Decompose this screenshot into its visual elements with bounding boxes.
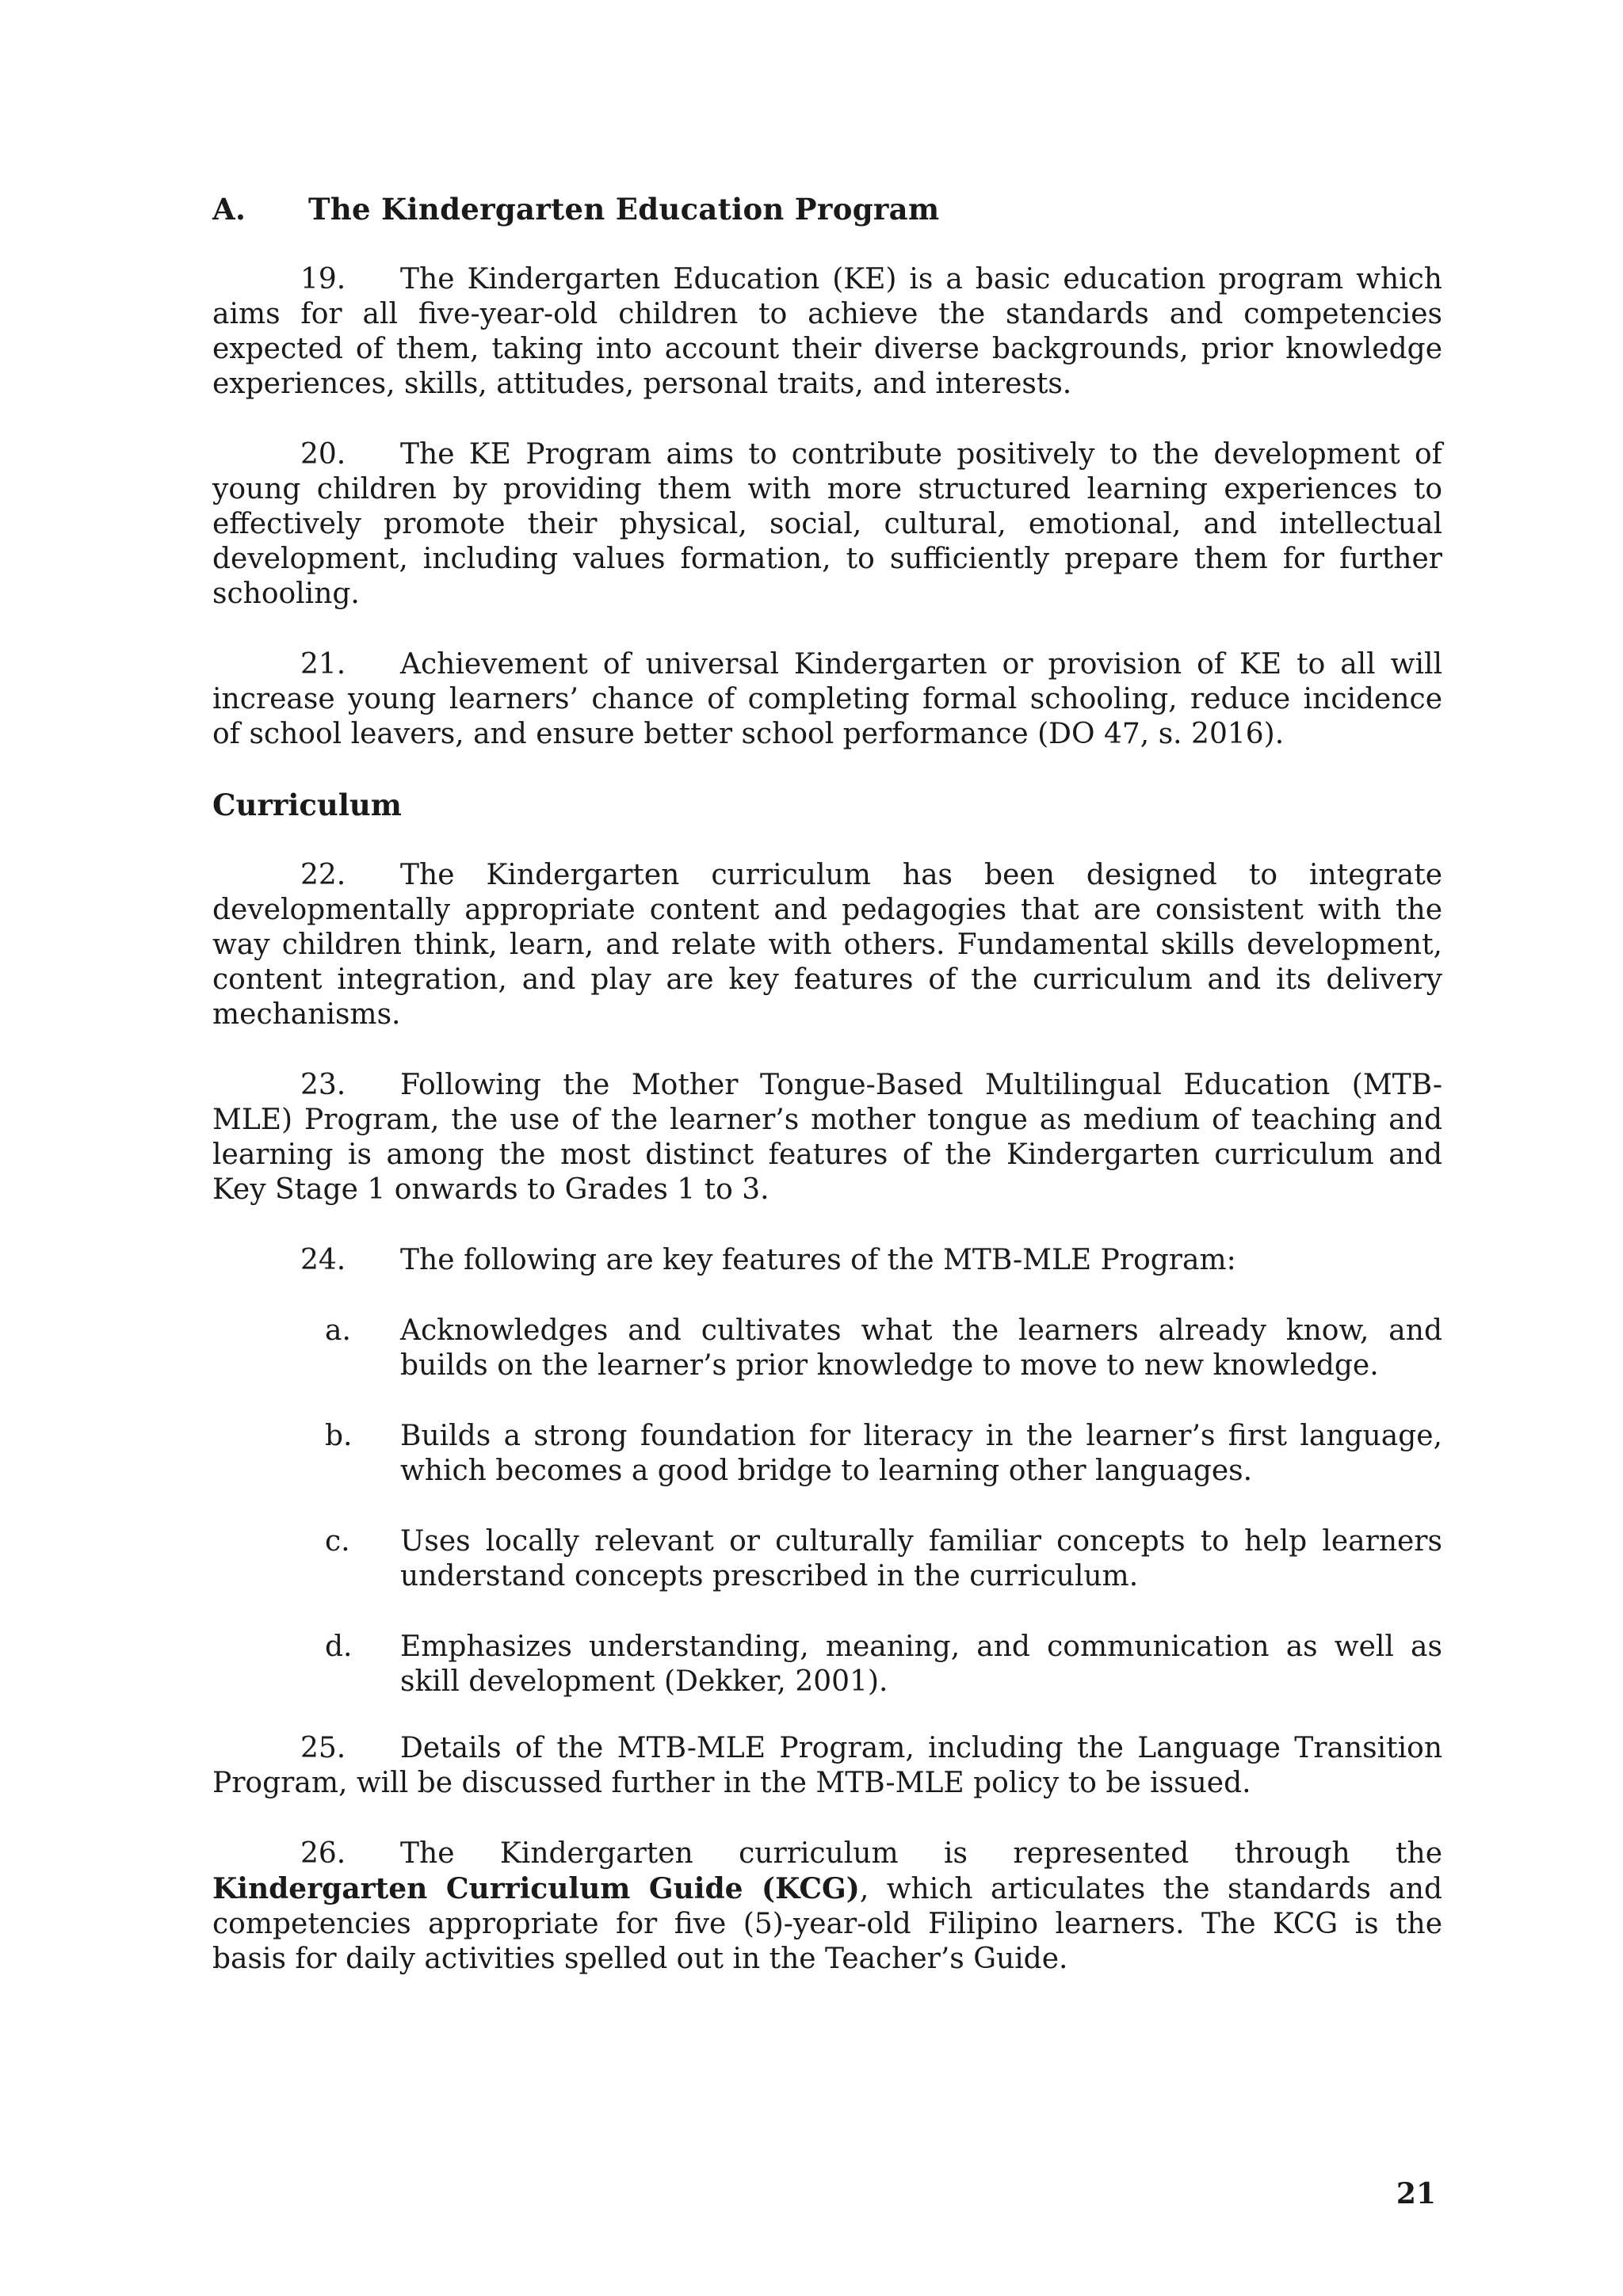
list-marker: d.	[325, 1630, 353, 1663]
paragraph-number: 23.	[300, 1069, 346, 1101]
paragraph-20	[212, 437, 1442, 612]
paragraph-21	[212, 647, 1442, 752]
paragraph-number: 22.	[300, 859, 346, 891]
paragraph-25	[212, 1731, 1442, 1801]
paragraph-23	[212, 1068, 1442, 1207]
paragraph-number: 21.	[300, 648, 346, 681]
list-marker: b.	[325, 1420, 353, 1452]
paragraph-19	[212, 262, 1442, 402]
paragraph-24	[212, 1243, 1442, 1278]
page-content	[212, 192, 1442, 1977]
paragraph-text: The Kindergarten Education (KE) is a basic education program which aims for all five-year-old children to achieve the standards and competencies expected of them, taking into account their diverse backgrounds, prior knowledge experiences, skills, attitudes, personal traits, and interests.	[212, 263, 1442, 400]
paragraph-number: 25.	[300, 1732, 346, 1764]
paragraph-text: The Kindergarten curriculum has been designed to integrate developmentally appropriate content and pedagogies that are consistent with the way children think, learn, and relate with others. Fundamental skills development, content integration, and play are key features of the curriculum and its delivery mechanisms.	[212, 859, 1442, 1031]
paragraph-text: The following are key features of the MTB-MLE Program:	[400, 1244, 1236, 1276]
section-letter: A.	[212, 192, 246, 227]
curriculum-heading: Curriculum	[212, 788, 402, 822]
paragraph-number: 26.	[300, 1837, 346, 1870]
list-text: Uses locally relevant or culturally familiar concepts to help learners understand concepts prescribed in the curriculum.	[400, 1525, 1442, 1592]
paragraph-text-after: , which articulates the standards and competencies appropriate for five (5)-year-old Filipino learners. The KCG is the basis for daily activities spelled out in the Teacher’s Guide.	[212, 1873, 1442, 1975]
paragraph-text-before: The Kindergarten curriculum is represented through the	[400, 1837, 1442, 1870]
paragraph-text: Following the Mother Tongue-Based Multilingual Education (MTB-MLE) Program, the use of the learner’s mother tongue as medium of teaching and learning is among the most distinct features of the Kindergarten curriculum and Key Stage 1 onwards to Grades 1 to 3.	[212, 1069, 1442, 1206]
list-item	[212, 1419, 1442, 1489]
paragraph-text: Details of the MTB-MLE Program, including the Language Transition Program, will be discussed further in the MTB-MLE policy to be issued.	[212, 1732, 1442, 1799]
list-item	[212, 1630, 1442, 1699]
list-item	[212, 1314, 1442, 1383]
paragraph-number: 24.	[300, 1244, 346, 1276]
paragraph-number: 20.	[300, 438, 346, 471]
section-heading	[212, 192, 1442, 227]
list-marker: a.	[325, 1314, 351, 1347]
list-item	[212, 1524, 1442, 1594]
list-text: Acknowledges and cultivates what the learners already know, and builds on the learner’s prior knowledge to move to new knowledge.	[400, 1314, 1442, 1382]
list-text: Builds a strong foundation for literacy in the learner’s first language, which becomes a good bridge to learning other languages.	[400, 1420, 1442, 1487]
paragraph-number: 19.	[300, 263, 346, 296]
kcg-bold-term: Kindergarten Curriculum Guide (KCG)	[212, 1872, 860, 1905]
list-text: Emphasizes understanding, meaning, and communication as well as skill development (Dekker, 2001).	[400, 1630, 1442, 1698]
list-marker: c.	[325, 1525, 350, 1558]
page-number: 21	[1396, 2177, 1436, 2210]
section-title: The Kindergarten Education Program	[308, 192, 940, 227]
paragraph-26	[212, 1836, 1442, 1977]
paragraph-text: Achievement of universal Kindergarten or provision of KE to all will increase young learners’ chance of completing formal schooling, reduce incidence of school leavers, and ensure better school performance (DO 47, s. 2016).	[212, 648, 1442, 750]
paragraph-text: The KE Program aims to contribute positively to the development of young children by providing them with more structured learning experiences to effectively promote their physical, social, cultural, emotional, and intellectual development, including values formation, to sufficiently prepare them for further schooling.	[212, 438, 1442, 610]
paragraph-22	[212, 858, 1442, 1032]
